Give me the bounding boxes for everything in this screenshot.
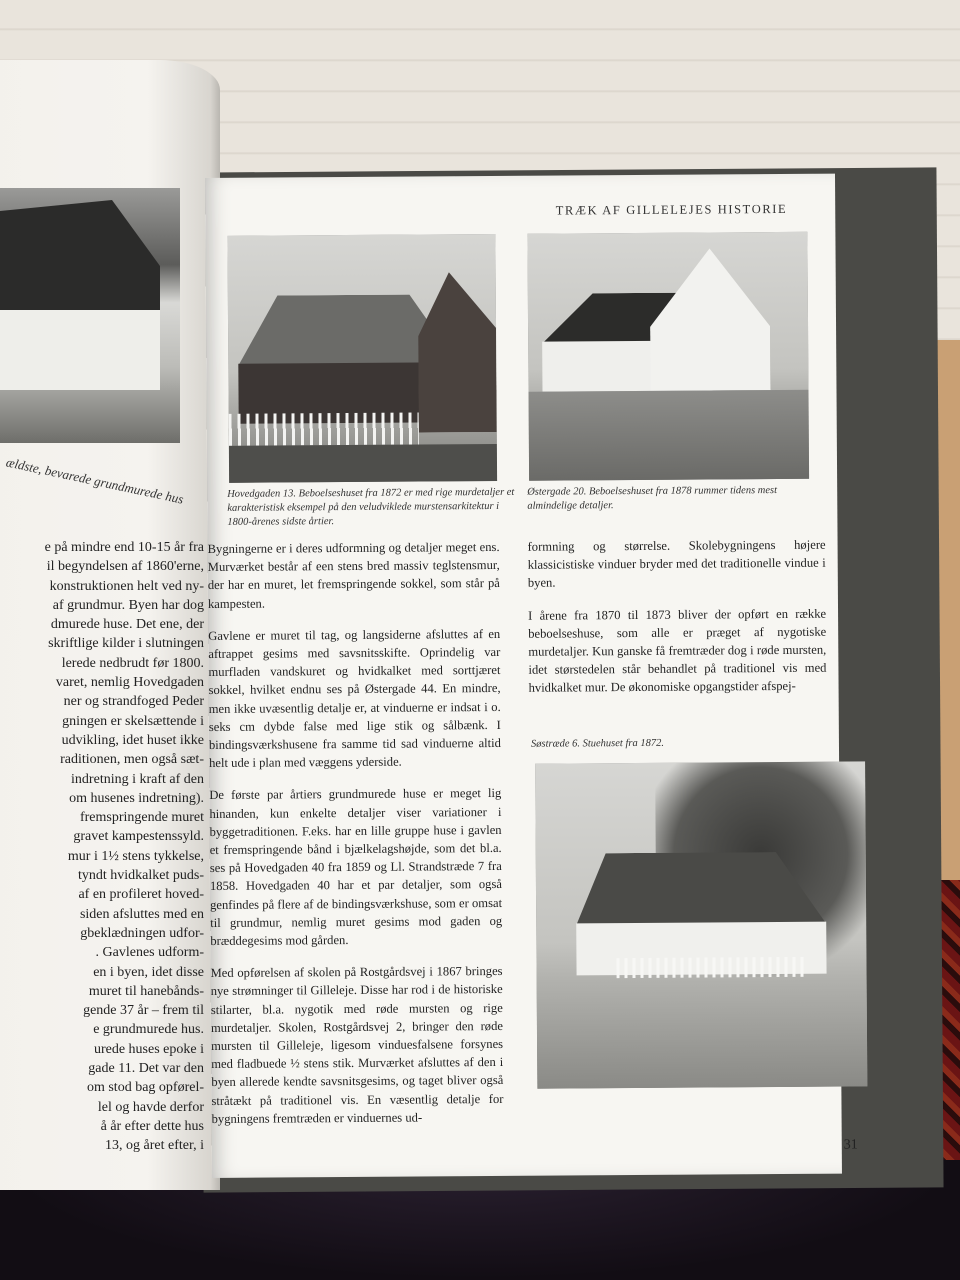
left-line: il begyndelsen af 1860'erne, xyxy=(46,559,204,575)
left-line: skriftlige kilder i slutningen xyxy=(48,636,204,652)
paragraph: Bygningerne er i deres udformning og detaljer meget ens. Murværket består af een stens bred massiv teglstensmur, der har en muret, let fremspringende sokkel, som står på kampesten. xyxy=(207,539,500,611)
left-line: ner og strandfoged Peder xyxy=(63,694,204,710)
left-page xyxy=(0,60,220,1190)
text-column-right xyxy=(528,536,827,712)
photo-ostergade xyxy=(527,232,809,481)
left-line: tyndt hvidkalket puds- xyxy=(78,868,204,884)
photo-sostraede xyxy=(535,761,867,1088)
left-line: konstruktionen helt ved ny- xyxy=(49,578,204,594)
left-line: gade 11. Det var den xyxy=(88,1061,204,1077)
left-line: . Gavlenes udform- xyxy=(95,945,204,961)
left-line: mur i 1½ stens tykkelse, xyxy=(67,848,204,864)
right-page xyxy=(205,174,858,1178)
left-line: 13, og året efter, i xyxy=(105,1138,204,1154)
photo-road xyxy=(537,976,868,1088)
paragraph: formning og størrelse. Skolebygningens højere klassicistiske vinduer bryder med det traditionelle vindue i byen. xyxy=(527,537,826,591)
left-page-text xyxy=(0,538,204,1156)
left-line: indretning i kraft af den xyxy=(71,771,204,787)
left-line: gravet kampestenssyld. xyxy=(73,829,204,845)
left-line: siden afsluttes med en xyxy=(79,906,204,922)
left-line: e på mindre end 10-15 år fra xyxy=(44,540,204,555)
caption-hovedgaden: Hovedgaden 13. Beboelseshuset fra 1872 er med rige murdetaljer et karakteristisk eksempel på den veludviklede murstensarkitektur i 1800-årenes sidste årtier. xyxy=(227,486,515,528)
photo-fence xyxy=(229,413,419,446)
caption-ostergade: Østergade 20. Beboelseshuset fra 1878 rummer tidens mest almindelige detaljer. xyxy=(527,485,778,512)
running-header: TRÆK AF GILLELEJES HISTORIE xyxy=(555,201,788,218)
left-line: fremspringende muret xyxy=(79,810,204,826)
left-line: varet, nemlig Hovedgaden xyxy=(55,675,204,691)
left-line: raditionen, men også sæt- xyxy=(60,752,204,768)
left-photo-wall xyxy=(0,310,160,390)
text-column-left xyxy=(208,538,504,1142)
paragraph: Med opførelsen af skolen på Rostgårdsvej i 1867 bringes nye strømninger til Gilleleje. Disse har rod i de historiske stilarter, bl.a. nygotik med røde mursten og rige murdetaljer. Skolen, Rostgårdsvej 2, bringer den røde mursten til Gilleleje, ligesom vinduesfalsene forsynes med fladbuede ½ stens stik. Murværket afsluttes af den i byen allerede kendte savsnitsgesims, og taget bliver også stråtækt på traditionel vis. En væsentlig detalje for bygningens fremtræden er vinduernes ud- xyxy=(210,964,504,1126)
photo-road xyxy=(529,390,810,481)
page-number: 31 xyxy=(843,1137,858,1153)
left-line: lel og havde derfor xyxy=(97,1099,204,1115)
left-line: udvikling, idet huset ikke xyxy=(61,732,204,748)
caption-sostraede: Søstræde 6. Stuehuset fra 1872. xyxy=(530,737,664,750)
left-line: å år efter dette hus xyxy=(100,1118,204,1134)
paragraph: De første par årtiers grundmurede huse er meget lig hinanden, kun enkelte detaljer viser variationer i byggetraditionen. F.eks. har en lille gruppe huse i gavlen et fremspringende bånd i bjælkelagshøjde, som det bl.a. ses på Hovedgaden 40 fra 1859 og Ll. Strandstræde 7 fra 1858. Hovedgaden 40 har et par detaljer, som også genfindes på flere af de bindingsværkshuse, som er omsat til grundmur, nemlig muret gesims mod gaden og bræddegesims mod gården. xyxy=(209,786,503,949)
left-line: dmurede huse. Det ene, der xyxy=(50,617,204,633)
left-line: muret til hanebånds- xyxy=(88,983,204,999)
photo-ground xyxy=(229,444,497,483)
left-line: e grundmurede hus. xyxy=(93,1022,204,1038)
left-line: gbeklædningen udfor- xyxy=(80,925,204,941)
left-line: om stod bag opførel- xyxy=(86,1080,204,1096)
left-line: urede huses epoke i xyxy=(93,1041,204,1057)
left-page-caption: ældste, bevarede grundmurede hus xyxy=(4,454,185,507)
left-line: gningen er skelsættende i xyxy=(62,713,204,729)
left-line: en i byen, idet disse xyxy=(93,964,204,980)
left-line: gende 37 år – frem til xyxy=(83,1003,204,1019)
left-line: af grundmur. Byen har dog xyxy=(52,597,204,613)
paragraph: Gavlene er muret til tag, og langsiderne afsluttes af en aftrappet gesims med savsnitsskifte. Oprindelig var murfladen vandskuret og hvidkalket med sorttjæret sokkel, hvilket endnu ses på Østergade 44. En mindre, men ikke uvæsentlig detalje er, at vinduerne er indsat i o. seks cm dybde false med lige stik og sålbænk. I bindingsværkshusene fra samme tid sad vinduerne altid helt ude i plan med væggens yderside. xyxy=(208,626,502,771)
left-line: om husenes indretning). xyxy=(69,790,204,806)
left-line: af en profileret hoved- xyxy=(78,887,204,903)
paragraph: I årene fra 1870 til 1873 bliver der opført en række beboelseshuse, som alle er præget af nygotiske murdetaljer. Kun ganske få fremtræder dog i røde mursten, idet størstedelen står behandlet på traditionel vis med hvidkalket mur. De økonomiske opgangstider afspej- xyxy=(528,606,827,696)
left-line: lerede nedbrudt før 1800. xyxy=(61,655,204,671)
photo-hovedgaden xyxy=(227,234,497,483)
